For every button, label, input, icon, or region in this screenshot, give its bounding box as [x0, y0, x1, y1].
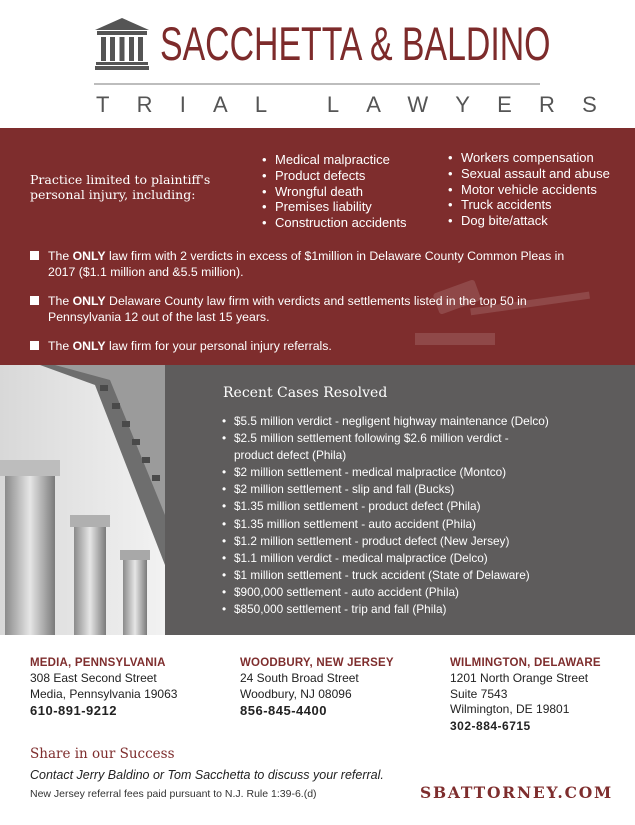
tagline: TRIAL LAWYERS [96, 92, 625, 117]
office-phone: 302-884-6715 [450, 718, 531, 733]
office-locations [0, 655, 635, 735]
practice-item: • Sexual assault and abuse [448, 166, 610, 182]
practice-intro: Practice limited to plaintiff's personal injury, including: [30, 172, 211, 202]
office-address-line: 1201 North Orange Street [450, 671, 589, 685]
case-item: • $2 million settlement - medical malpractice (Montco) [222, 464, 622, 481]
claim-text: law firm for your personal injury referrals. [105, 339, 332, 353]
claim-item [30, 338, 590, 354]
claims-list [30, 248, 590, 365]
practice-item: • Medical malpractice [262, 152, 407, 168]
claim-emphasis: ONLY [72, 339, 106, 353]
case-item: • $1 million settlement - truck accident (State of Delaware) [222, 567, 622, 584]
claim-emphasis: ONLY [72, 249, 106, 263]
courthouse-icon [95, 18, 149, 70]
case-item: • $850,000 settlement - trip and fall (Phila) [222, 601, 622, 618]
practice-item: • Dog bite/attack [448, 213, 610, 229]
practice-areas-section [0, 128, 635, 365]
practice-item: • Wrongful death [262, 184, 407, 200]
case-item: • $2 million settlement - slip and fall (Bucks) [222, 481, 622, 498]
office-media [30, 655, 177, 719]
practice-item: • Premises liability [262, 199, 407, 215]
claim-text: law firm with 2 verdicts in excess of $1million in Delaware County Common Pleas in 2017 ($1.1 million and &5.5 million). [48, 249, 565, 279]
case-item: • $5.5 million verdict - negligent highway maintenance (Delco) [222, 413, 622, 430]
square-bullet-icon [30, 341, 39, 350]
claim-prefix: The [48, 249, 73, 263]
practice-item: • Product defects [262, 168, 407, 184]
case-item: • $900,000 settlement - auto accident (Phila) [222, 584, 622, 601]
claim-prefix: The [48, 294, 73, 308]
office-wilmington [450, 655, 601, 735]
office-name: MEDIA, PENNSYLVANIA [30, 657, 166, 669]
firm-name: SACCHETTA & BALDINO [160, 17, 551, 70]
cases-title: Recent Cases Resolved [223, 385, 388, 401]
practice-item: • Truck accidents [448, 197, 610, 213]
header-rule [94, 83, 540, 85]
claim-item [30, 248, 590, 280]
claim-prefix: The [48, 339, 73, 353]
cases-list [222, 413, 622, 618]
case-item: • $1.35 million settlement - auto accident (Phila) [222, 516, 622, 533]
square-bullet-icon [30, 251, 39, 260]
claim-text: Delaware County law firm with verdicts and settlements listed in the top 50 in Pennsylvania 12 out of the last 15 years. [48, 294, 527, 324]
contact-text: Contact Jerry Baldino or Tom Sacchetta to discuss your referral. [30, 768, 384, 782]
case-item: • $1.35 million settlement - product defect (Phila) [222, 498, 622, 515]
practice-list-left [262, 152, 407, 231]
office-phone: 856-845-4400 [240, 703, 327, 718]
office-address-line: Suite 7543 [450, 686, 508, 701]
case-item: • $2.5 million settlement following $2.6 million verdict - product defect (Phila) [222, 430, 622, 464]
office-phone: 610-891-9212 [30, 703, 117, 718]
square-bullet-icon [30, 296, 39, 305]
practice-item: • Construction accidents [262, 215, 407, 231]
recent-cases-section [0, 365, 635, 635]
office-address-line: Woodbury, NJ 08096 [240, 686, 352, 701]
office-name: WOODBURY, NEW JERSEY [240, 657, 394, 669]
case-item: • $1.1 million verdict - medical malpractice (Delco) [222, 550, 622, 567]
office-address-line: Media, Pennsylvania 19063 [30, 686, 178, 701]
claim-emphasis: ONLY [72, 294, 106, 308]
practice-list-right [448, 150, 610, 229]
office-address-line: Wilmington, DE 19801 [450, 702, 570, 716]
share-title: Share in our Success [30, 746, 175, 762]
office-woodbury [240, 655, 394, 719]
office-name: WILMINGTON, DELAWARE [450, 657, 601, 669]
practice-item: • Workers compensation [448, 150, 610, 166]
practice-item: • Motor vehicle accidents [448, 182, 610, 198]
classical-columns-image [0, 365, 165, 635]
claim-item [30, 293, 590, 325]
office-address-line: 24 South Broad Street [240, 671, 359, 685]
case-item: • $1.2 million settlement - product defect (New Jersey) [222, 533, 622, 550]
website-link[interactable]: SBATTORNEY.COM [419, 783, 613, 802]
letterhead [0, 0, 635, 128]
office-address-line: 308 East Second Street [30, 671, 157, 685]
referral-note: New Jersey referral fees paid pursuant to N.J. Rule 1:39-6.(d) [30, 788, 317, 800]
